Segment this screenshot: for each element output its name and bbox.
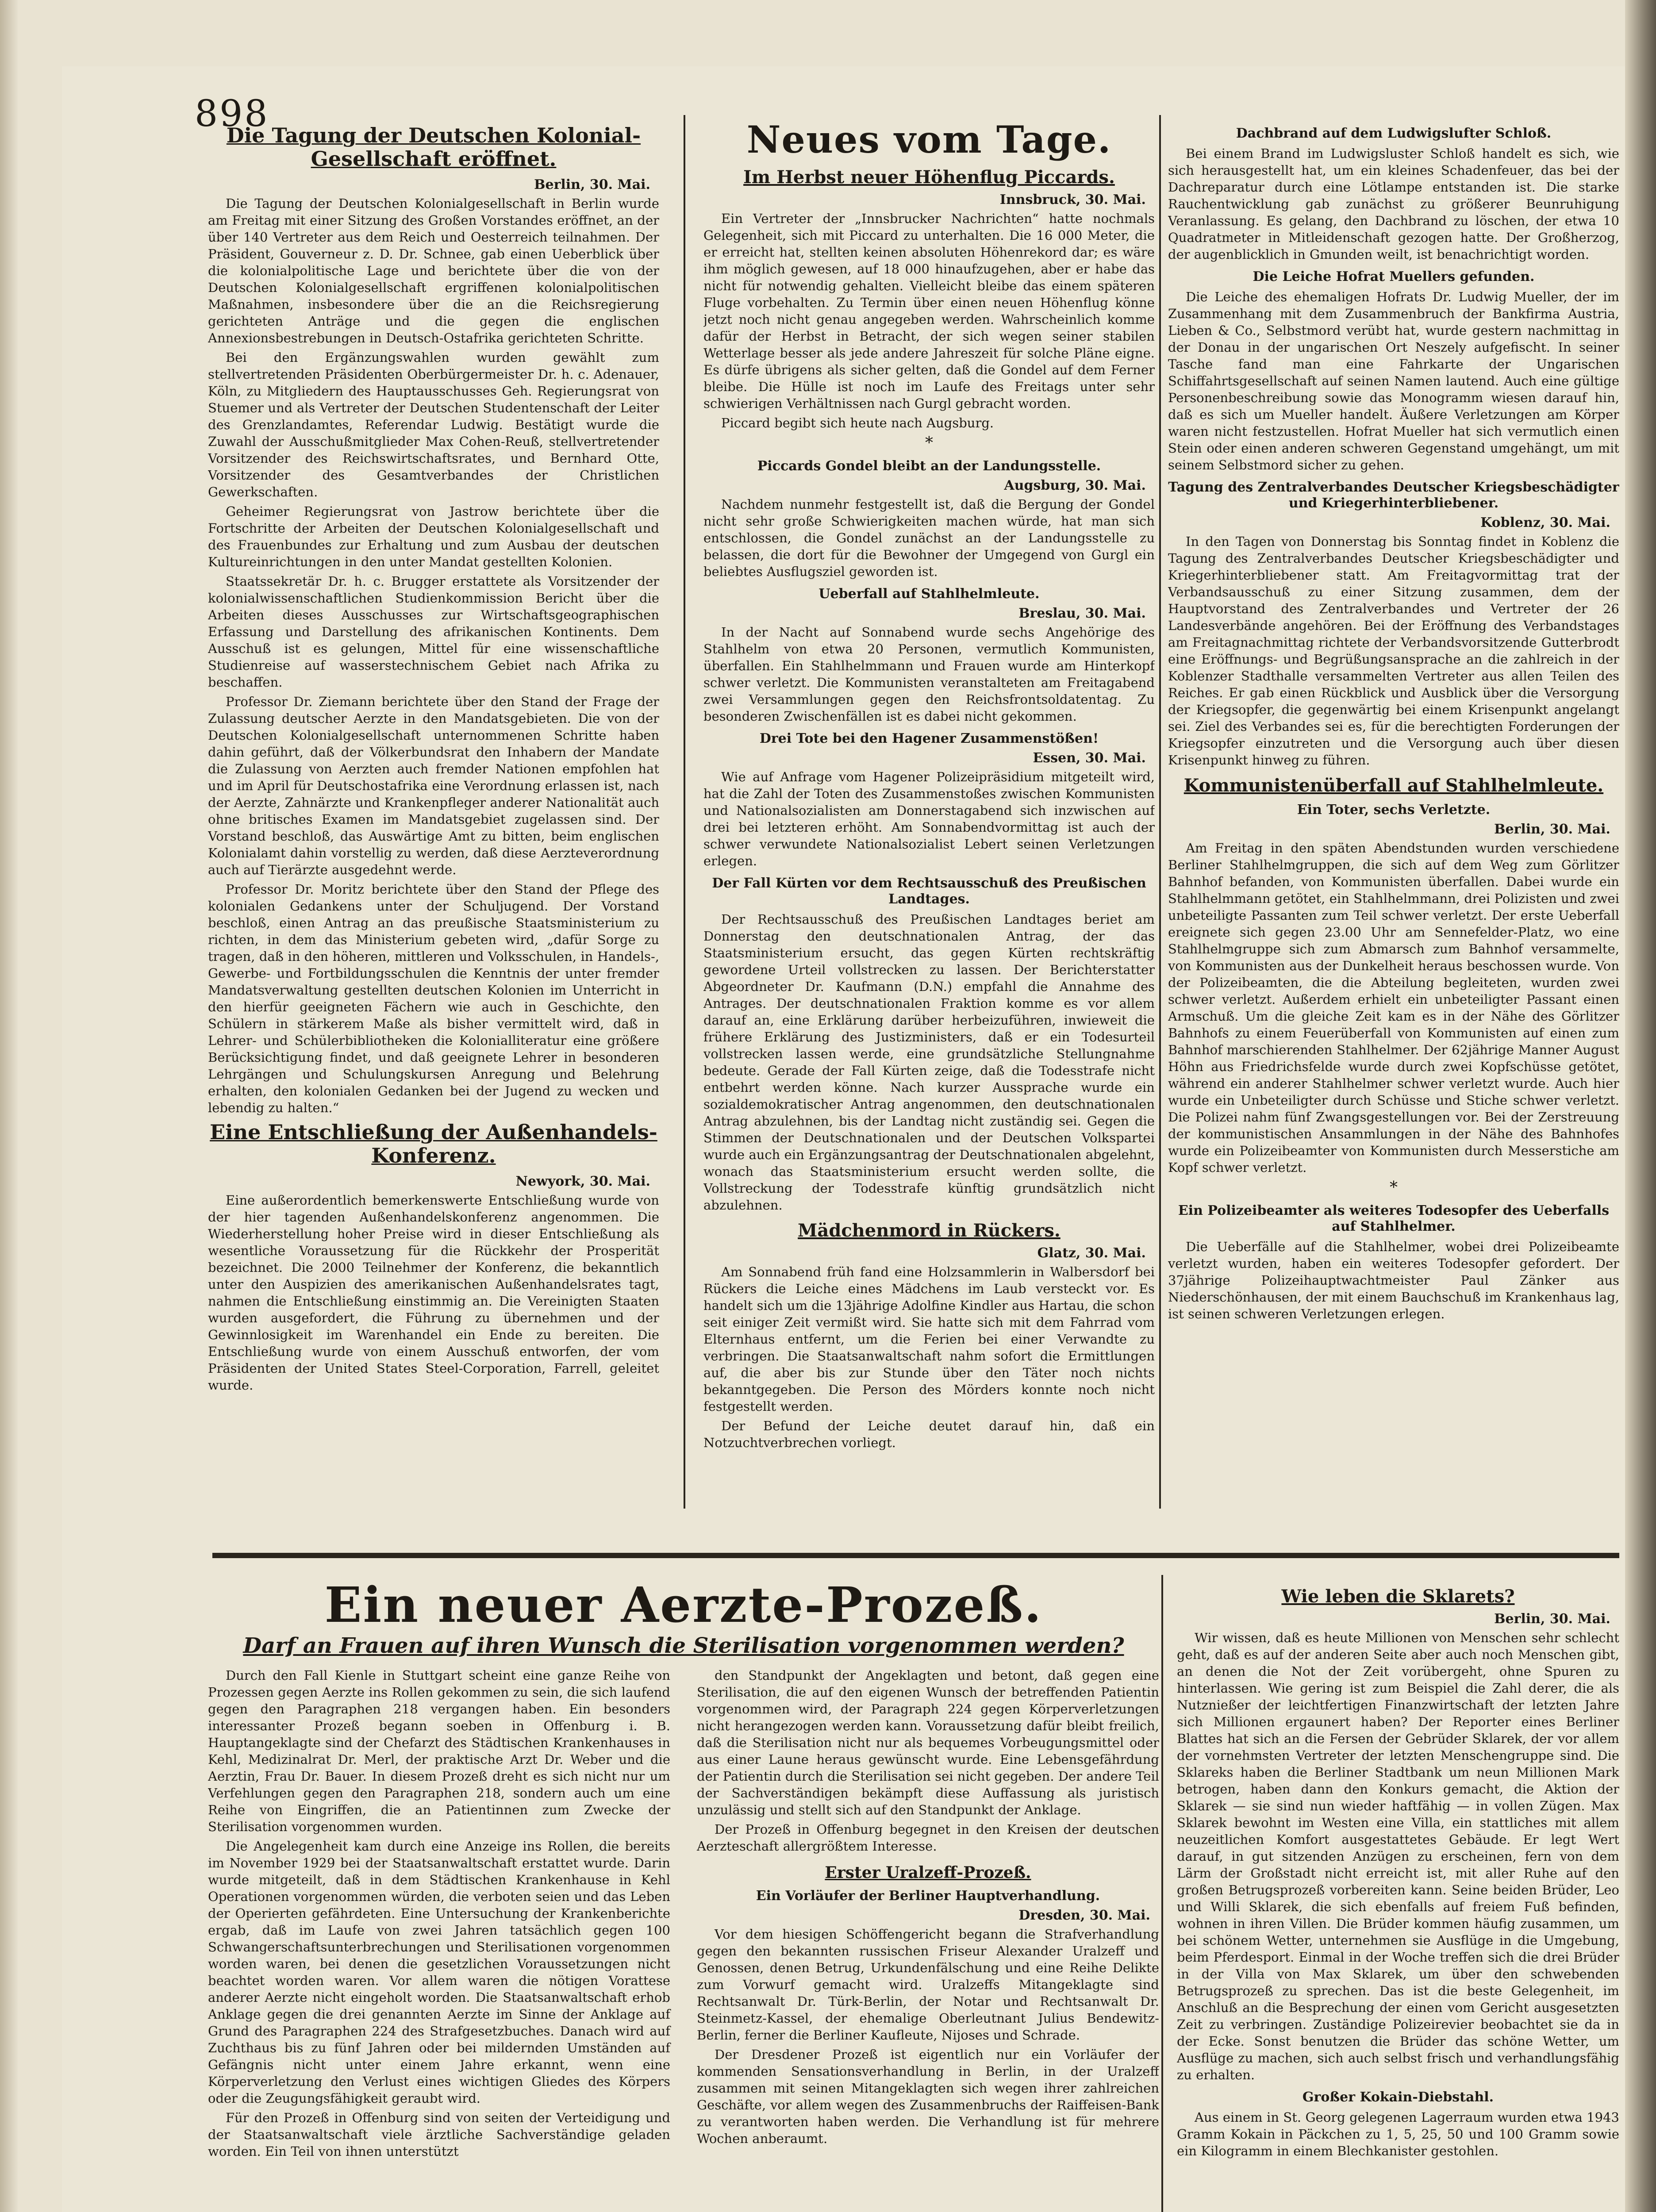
article-title-kolonialgesellschaft: Die Tagung der Deutschen Kolonial-Gesellschaft eröffnet. (226, 123, 641, 171)
dateline: Berlin, 30. Mai. (534, 177, 650, 192)
body-left (208, 1667, 670, 2162)
article-title-kokain: Großer Kokain-Diebstahl. (1302, 2089, 1494, 2105)
column-3 (1168, 119, 1619, 1509)
dateline: Newyork, 30. Mai. (515, 1173, 650, 1189)
column-rule-1 (684, 115, 685, 1509)
body-right (697, 1667, 1159, 2162)
paragraph: Ein Vertreter der „Innsbrucker Nachrichten“ hatte nochmals Gelegenheit, sich mit Piccard zu unterhalten. Die 16 000 Meter, die er erreicht hat, stellten keinen absoluten Höhenrekord dar; es wäre ihm möglich gewesen, auf 18 000 hinaufzugehen, aber er habe das nicht für notwendig gehalten. Vielleicht bleibe das einem späteren Fluge vorbehalten. Zu Termin über einen neuen Höhenflug könne jetzt noch nicht genau angegeben werden. Wahrscheinlich komme dafür der Herbst in Betracht, der sich wegen seiner stabilen Wetterlage besser als jede andere Jahreszeit für solche Pläne eigne. Es dürfe übrigens als sicher gelten, daß die Gondel auf dem Ferner bleibe. Die Hülle ist noch im Laufe des Freitags unter sehr schwierigen Verhältnissen nach Gurgl gebracht worden. (703, 211, 1155, 411)
article-title-polizeibeamter: Ein Polizeibeamter als weiteres Todesopfer des Ueberfalls auf Stahlhelmer. (1178, 1203, 1610, 1234)
subheadline-sterilisation: Darf an Frauen auf ihren Wunsch die Sterilisation vorgenommen werden? (243, 1633, 1124, 1658)
article-title-aussenhandel: Eine Entschließung der Außenhandels-Konferenz. (210, 1120, 657, 1167)
paragraph: Der Prozeß in Offenburg begegnet in den Kreisen der deutschen Aerzteschaft allergrößtem Interesse. (697, 1821, 1159, 1854)
paragraph: Für den Prozeß in Offenburg sind von seiten der Verteidigung und der Staatsanwaltschaft viele ärztliche Sachverständige geladen worden. Ein Teil von ihnen unterstützt (208, 2110, 670, 2159)
page-right-edge (1625, 0, 1656, 2212)
paragraph: Die Angelegenheit kam durch eine Anzeige ins Rollen, die bereits im November 1929 bei der Staatsanwaltschaft erstattet wurde. Darin wurde mitgeteilt, daß in dem Städtischen Krankenhause in Kehl Operationen vorgenommen würden, die verboten seien und das Leben der Operierten gefährdeten. Eine Untersuchung der Krankenberichte ergab, daß im Laufe von zwei Jahren tatsächlich gegen 100 Schwangerschaftsunterbrechungen und Sterilisationen vorgenommen worden waren, bei denen die gesetzlichen Voraussetzungen nicht beachtet worden waren. Vor allem waren die nötigen Vorattese anderer Aerzte nicht eingeholt worden. Die Staatsanwaltschaft erhob Anklage gegen die drei genannten Aerzte im Sinne der Anklage auf Grund des Paragraphen 224 des Strafgesetzbuches. Danach wird auf Zuchthaus bis zu fünf Jahren oder bei mildernden Umständen auf Gefängnis nicht unter einem Jahre erkannt, wenn eine Körperverletzung den Verlust eines wichtigen Gliedes des Körpers oder die Zeugungsfähigkeit geraubt wird. (208, 1838, 670, 2106)
paragraph: Die Leiche des ehemaligen Hofrats Dr. Ludwig Mueller, der im Zusammenhang mit dem Zusammenbruch der Bankfirma Austria, Lieben & Co., Selbstmord verübt hat, wurde gestern nachmittag in der Donau in der ungarischen Ort Neszely aufgefischt. In seiner Tasche fand man eine Fahrkarte der Ungarischen Schiffahrtsgesellschaft auf seinen Namen lautend. Auch eine gültige Personenbeschreibung sowie das Monogramm wiesen darauf hin, daß es sich um Mueller handelt. Äußere Verletzungen am Körper waren nicht festzustellen. Hofrat Mueller hat sich vermutlich einen Stein oder einen anderen schweren Gegenstand umgehängt, um mit seinem Selbstmord sicher zu gehen. (1168, 289, 1619, 472)
paragraph: den Standpunkt der Angeklagten und betont, daß gegen eine Sterilisation, die auf den eigenen Wunsch der betreffenden Patientin vorgenommen wird, der Paragraph 224 gegen Körperverletzungen nicht herangezogen werden kann. Voraussetzung dafür bleibt freilich, daß die Sterilisation nicht nur als bequemes Vorbeugungsmittel oder aus einer Laune heraus gewünscht wurde. Eine Lebensgefährdung der Patientin durch die Sterilisation sei nicht gegeben. Der andere Teil der Sachverständigen bekämpft diese Auffassung als juristisch unzulässig und stellt sich auf den Standpunkt der Anklage. (697, 1667, 1159, 1817)
bottom-section-aerzte (208, 1579, 1159, 2212)
article-title-kriegsbeschaedigte: Tagung des Zentralverbandes Deutscher Kriegsbeschädigter und Kriegerhinterbliebener. (1168, 480, 1619, 511)
article-title-piccard: Im Herbst neuer Höhenflug Piccards. (743, 167, 1115, 188)
paragraph: Am Freitag in den späten Abendstunden wurden verschiedene Berliner Stahlhelmgruppen, die sich auf dem Weg zum Görlitzer Bahnhof befanden, von Kommunisten überfallen. Dabei wurde ein Stahlhelmmann getötet, ein Stahlhelmmann, drei Polizisten und zwei unbeteiligte Passanten zum Teil schwer verletzt. Der erste Ueberfall ereignete sich gegen 23.00 Uhr am Sennefelder-Platz, wo eine Stahlhelmgruppe sich zum Abmarsch zum Bahnhof versammelte, von Kommunisten aus der Dunkelheit heraus beschossen wurde. Von der Polizeibeamten, die die Abteilung begleiteten, wurden zwei schwer verletzt. Außerdem erhielt ein unbeteiligter Passant einen Armschuß. Um die gleiche Zeit kam es in der Nähe des Görlitzer Bahnhofs zu einem Feuerüberfall von Kommunisten auf einen zum Bahnhof marschierenden Stahlhelmer. Der 62jährige Manner August Höhn aus Friedrichsfelde wurde durch zwei Kopfschüsse getötet, während ein anderer Stahlhelmer schwer verletzt wurde. Auch hier wurde ein Unbeteiligter durch Schüsse und Stiche schwer verletzt. Die Polizei nahm fünf Zwangsgestellungen vor. Bei der Zerstreuung der kommunistischen Ansammlungen in der Nähe des Bahnhofes wurde ein Polizeibeamter von Kommunisten durch Messerstiche am Kopf schwer verletzt. (1168, 841, 1619, 1175)
dateline: Berlin, 30. Mai. (1494, 822, 1610, 837)
paragraph: Wie auf Anfrage vom Hagener Polizeipräsidium mitgeteilt wird, hat die Zahl der Toten des Zusammenstoßes zwischen Kommunisten und Nationalsozialisten am Donnerstagabend sich inzwischen auf drei bei letzteren erhöht. Am Sonnabendvormittag ist auch der schwer verwundete Nationalsozialist Lebert seinen Verletzungen erlegen. (703, 769, 1155, 869)
article-title-sklarets: Wie leben die Sklarets? (1281, 1586, 1515, 1607)
separator-asterisk: * (925, 434, 933, 453)
dateline: Glatz, 30. Mai. (1037, 1245, 1146, 1261)
dateline: Koblenz, 30. Mai. (1480, 515, 1610, 530)
column-1 (208, 119, 659, 1509)
article-subtitle: Ein Toter, sechs Verletzte. (1297, 802, 1491, 818)
page-number: 898 (195, 93, 269, 135)
article-title-maedchenmord: Mädchenmord in Rückers. (798, 1220, 1060, 1241)
paragraph: Bei den Ergänzungswahlen wurden gewählt zum stellvertretenden Präsidenten Oberbürgermeister Dr. h. c. Adenauer, Köln, zu Mitgliedern des Hauptausschusses Geh. Regierungsrat von Stuemer und als Vertreter der Deutschen Studentenschaft der Leiter des Grenzlandamtes, Referendar Ludwig. Bestätigt wurde die Zuwahl der Ausschußmitglieder Max Cohen-Reuß, stellvertretender Vorsitzender des Reichswirtschaftsrates, und Bernhard Otte, Vorsitzender des Gesamtverbandes der Christlichen Gewerkschaften. (208, 349, 659, 499)
paragraph: Der Rechtsausschuß des Preußischen Landtages beriet am Donnerstag den deutschnationalen Antrag, der das Staatsministerium ersucht, das gegen Kürten rechtskräftig gewordene Urteil vollstrecken zu lassen. Der Berichterstatter Abgeordneter Dr. Kaufmann (D.N.) empfahl die Annahme des Antrages. Der deutschnationalen Fraktion komme es vor allem darauf an, eine Erklärung darüber herbeizuführen, inwieweit die frühere Erklärung des Justizministers, daß er ein Todesurteil vollstrecken lassen werde, eine grundsätzliche Stellungnahme bedeute. Gerade der Fall Kürten zeige, daß die Todesstrafe nicht entbehrt werden könne. Nach kurzer Aussprache wurde ein sozialdemokratischer Antrag angenommen, den deutschnationalen Antrag abzulehnen, bis der Landtag nicht zuständig sei. Gegen die Stimmen der Deutschnationalen und der Deutschen Volkspartei wurde auch ein Ergänzungsantrag der Deutschnationalen abgelehnt, wonach das Staatsministerium ersucht werden sollte, die Vollstreckung der Todesstrafe künftig grundsätzlich nicht abzulehnen. (703, 912, 1155, 1213)
section-divider (212, 1553, 1619, 1558)
page-left-edge (0, 0, 18, 2212)
paragraph: Der Befund der Leiche deutet darauf hin, daß ein Notzuchtverbrechen vorliegt. (703, 1418, 1155, 1451)
article-title-hagen: Drei Tote bei den Hagener Zusammenstößen! (759, 731, 1099, 747)
dateline: Dresden, 30. Mai. (1018, 1907, 1150, 1923)
paragraph: Nachdem nunmehr festgestellt ist, daß die Bergung der Gondel nicht sehr große Schwierigkeiten machen würde, hat man sich entschlossen, die Gondel zunächst an der Landungsstelle zu belassen, die dort für die Bewohner der Umgegend von Gurgl ein beliebtes Ausflugsziel geworden ist. (703, 497, 1155, 580)
paragraph: Wir wissen, daß es heute Millionen von Menschen sehr schlecht geht, daß es auf der anderen Seite aber auch noch Menschen gibt, an denen die Not der Zeit vorübergeht, ohne Spuren zu hinterlassen. Wie gering ist zum Beispiel die Zahl derer, die als Nutznießer der leichtfertigen Finanzwirtschaft der letzten Jahre sich Millionen ergaunert haben? Der Reporter eines Berliner Blattes hat sich an die Fersen der Gebrüder Sklarek, der vor allem der vornehmsten Vertreter der letzten Menschengruppe sind. Die Sklareks haben die Berliner Stadtbank um neun Millionen Mark betrogen, haben dann den Konkurs gemacht, die Aktion der Sklarek — sie sind nun wieder haftfähig — in vollen Zügen. Max Sklarek bewohnt im Westen eine Villa, ein stattliches mit allem neuzeitlichen Komfort ausgestattetes Gebäude. Er legt Wert darauf, in gut sitzenden Anzügen zu erscheinen, fern von dem Lärm der Großstadt nicht erreicht ist, mit aller Ruhe auf den großen Betrugsprozeß vorbereiten kann. Seine beiden Brüder, Leo und Willi Sklarek, die sich ebenfalls auf freiem Fuß befinden, wohnen in ihren Villen. Die Brüder kommen häufig zusammen, um bei schönem Wetter, unternehmen sie Ausflüge in die Umgebung, beim Pferdesport. Einmal in der Woche treffen sich die drei Brüder in der Villa von Max Sklarek, um über den schwebenden Betrugsprozeß zu sprechen. Das ist die beste Gelegenheit, im Anschluß an die Besprechung der einen vom Gericht ausgesetzten Zeit zu verbringen. Zuständige Polizeirevier beobachtet sie da in der Ecke. Sonst benutzen die Brüder das schöne Wetter, um Ausflüge zu machen, sich auch selbst frisch und verhandlungsfähig zu erhalten. (1177, 1630, 1619, 2082)
article-title-ueberfall: Ueberfall auf Stahlhelmleute. (818, 586, 1040, 602)
column-rule-3 (1161, 1575, 1163, 2212)
paragraph: Durch den Fall Kienle in Stuttgart scheint eine ganze Reihe von Prozessen gegen Aerzte ins Rollen gekommen zu sein, die sich laufend gegen den Paragraphen 218 vergangen haben. Ein besonders interessanter Prozeß begann soeben in Offenburg i. B. Hauptangeklagte sind der Chefarzt des Städtischen Krankenhauses in Kehl, Medizinalrat Dr. Merl, der praktische Arzt Dr. Weber und die Aerztin, Frau Dr. Bauer. In diesem Prozeß dreht es sich nicht nur um Verfehlungen gegen den Paragraphen 218, sondern auch um eine Reihe von Eingriffen, die an Patientinnen zum Zwecke der Sterilisation vorgenommen wurden. (208, 1667, 670, 1834)
article-title-hofrat-mueller: Die Leiche Hofrat Muellers gefunden. (1253, 269, 1535, 284)
article-title-dachbrand: Dachbrand auf dem Ludwigslufter Schloß. (1236, 126, 1552, 141)
paragraph: Piccard begibt sich heute nach Augsburg. (721, 415, 994, 431)
article-title-uralzeff: Erster Uralzeff-Prozeß. (825, 1863, 1031, 1882)
bottom-section-sklarets (1177, 1579, 1619, 2212)
article-subtitle: Ein Vorläufer der Berliner Hauptverhandlung. (756, 1888, 1100, 1904)
column-rule-2 (1159, 115, 1161, 1509)
paragraph: In den Tagen von Donnerstag bis Sonntag findet in Koblenz die Tagung des Zentralverbandes Deutscher Kriegsbeschädigter und Kriegerhinterbliebener statt. Am Freitagvormittag trat der Verbandsausschuß zu einer Sitzung zusammen, dem der Hauptvorstand des Zentralverbandes und Vertreter der 26 Landesverbände angehören. Bei der Eröffnung des Verbandstages am Freitagnachmittag richtete der Verbandsvorsitzende Gutterbrodt eine Eröffnungs- und Begrüßungsansprache an die zahlreich in der Koblenzer Stadthalle versammelten Vertreter aus allen Teilen des Reiches. Er gab einen Rückblick und Ausblick über die Versorgung der Kriegsopfer, die gegenwärtig bei einem Krisenpunkt angelangt sei. Ziel des Verbandes sei es, für die berechtigten Forderungen der Kriegsopfer einzutreten und die Versorgung auch über diesen Krisenpunkt hinweg zu führen. (1168, 534, 1619, 768)
dateline: Berlin, 30. Mai. (1494, 1611, 1610, 1627)
paragraph: Geheimer Regierungsrat von Jastrow berichtete über die Fortschritte der Arbeiten der Deutschen Kolonialgesellschaft und des Frauenbundes zur Erhaltung und zum Ausbau der deutschen Kultureinrichtungen in den unter Mandat gestellten Kolonien. (208, 503, 659, 569)
article-title-gondel: Piccards Gondel bleibt an der Landungsstelle. (757, 458, 1101, 474)
article-title-kommunistenueberfall: Kommunistenüberfall auf Stahlhelmleute. (1183, 775, 1604, 796)
paragraph: Professor Dr. Moritz berichtete über den Stand der Pflege des kolonialen Gedankens unter der Schuljugend. Der Vorstand beschloß, einen Antrag an das preußische Staatsministerium zu richten, in dem das Ministerium gebeten wird, „dafür Sorge zu tragen, daß in den höheren, mittleren und Volksschulen, in Handels-, Gewerbe- und Fortbildungsschulen die Kenntnis der unter fremder Mandatsverwaltung gestellten deutschen Kolonien im Unterricht in den hierfür geeigneten Fächern wie auch in Geschichte, den Schülern in stärkerem Maße als bisher vermittelt wird, daß in Lehrer- und Schülerbibliotheken die Kolonialliteratur eine größere Berücksichtigung findet, und daß geeignete Lehrer in besonderen Lehrgängen und Schulungskursen Anregung und Belehrung erhalten, den kolonialen Gedanken bei der Jugend zu wecken und lebendig zu halten.“ (208, 881, 659, 1115)
dateline: Breslau, 30. Mai. (1018, 606, 1146, 622)
paragraph: Vor dem hiesigen Schöffengericht begann die Strafverhandlung gegen den bekannten russischen Friseur Alexander Uralzeff und Genossen, denen Betrug, Urkundenfälschung und eine Reihe Delikte zum Vorwurf gemacht wird. Uralzeffs Mitangeklagte sind Rechtsanwalt Dr. Türk-Berlin, der Notar und Rechtsanwalt Dr. Steinmetz-Kassel, der ehemalige Oberleutnant Julius Bendewitz-Berlin, ferner die Berliner Kaufleute, Nijoses und Schrade. (697, 1926, 1159, 2043)
paragraph: Die Tagung der Deutschen Kolonialgesellschaft in Berlin wurde am Freitag mit einer Sitzung des Großen Vorstandes eröffnet, an der über 140 Vertreter aus dem Reich und Oesterreich teilnahmen. Der Präsident, Gouverneur z. D. Dr. Schnee, gab einen Ueberblick über die kolonialpolitische Lage und berichtete über die von der Deutschen Kolonialgesellschaft ergriffenen kolonialpolitischen Maßnahmen, insbesondere über die an die Reichsregierung gerichteten Anträge und die gegen die englischen Annexionsbestrebungen in Deutsch-Ostafrika gerichteten Schritte. (208, 196, 659, 346)
headline-aerzte-prozess: Ein neuer Aerzte-Prozeß. (324, 1579, 1043, 1633)
separator-asterisk: * (1390, 1179, 1398, 1197)
two-column-body (208, 1667, 1159, 2162)
paragraph: Staatssekretär Dr. h. c. Brugger erstattete als Vorsitzender der kolonialwissenschaftlichen Studienkommission Bericht über die Arbeiten dieses Ausschusses zur Wirtschaftsgeographischen Erfassung und Darstellung des afrikanischen Kontinents. Dem Ausschuß ist es gelungen, Mittel für eine wissenschaftliche Studienreise auf wasserstechnischem Gebiet nach Afrika zu beschaffen. (208, 573, 659, 690)
paragraph: Aus einem in St. Georg gelegenen Lagerraum wurden etwa 1943 Gramm Kokain in Päckchen zu 1, 5, 25, 50 und 100 Gramm sowie ein Kilogramm in einem Blechkanister gestohlen. (1177, 2110, 1619, 2158)
paragraph: Die Ueberfälle auf die Stahlhelmer, wobei drei Polizeibeamte verletzt wurden, haben ein weiteres Todesopfer gefordert. Der 37jährige Polizeihauptwachtmeister Paul Zänker aus Niederschönhausen, der mit einem Bauchschuß im Krankenhaus lag, ist seinen schweren Verletzungen erlegen. (1168, 1239, 1619, 1321)
article-title-kuerten: Der Fall Kürten vor dem Rechtsausschuß des Preußischen Landtages. (712, 876, 1146, 907)
column-2 (703, 119, 1155, 1509)
paragraph: Am Sonnabend früh fand eine Holzsammlerin in Walbersdorf bei Rückers die Leiche eines Mädchens im Laub versteckt vor. Es handelt sich um die 13jährige Adolfine Kindler aus Hartau, die schon seit einiger Zeit vermißt wird. Sie hatte sich mit dem Fahrrad vom Elternhaus entfernt, um die Ferien bei einer Verwandte zu verbringen. Die Staatsanwaltschaft nahm sofort die Ermittlungen auf, die aber bis zur Stunde über den Täter noch nichts bekanntgegeben. Die Person des Mörders konnte noch nicht festgestellt werden. (703, 1264, 1155, 1414)
paragraph: In der Nacht auf Sonnabend wurde sechs Angehörige des Stahlhelm von etwa 20 Personen, vermutlich Kommunisten, überfallen. Ein Stahlhelmmann und Frauen wurde am Hinterkopf schwer verletzt. Die Kommunisten veranstalteten am Freitagabend zwei Versammlungen gegen den Reichsfrontsoldatentag. Zu besonderen Zwischenfällen ist es dabei nicht gekommen. (703, 625, 1155, 724)
paragraph: Bei einem Brand im Ludwigsluster Schloß handelt es sich, wie sich herausgestellt hat, um ein kleines Schadenfeuer, das bei der Dachreparatur durch eine Lötlampe entstanden ist. Die starke Rauchentwicklung gab zunächst zu größerer Beunruhigung Veranlassung. Es gelang, den Dachbrand zu löschen, der etwa 10 Quadratmeter in Mitleidenschaft gezogen hatte. Der Großherzog, der augenblicklich in Gmunden weilt, ist benachrichtigt worden. (1168, 146, 1619, 262)
dateline: Augsburg, 30. Mai. (1004, 478, 1146, 494)
paragraph: Professor Dr. Ziemann berichtete über den Stand der Frage der Zulassung deutscher Aerzte in den Mandatsgebieten. Die von der Deutschen Kolonialgesellschaft unternommenen Schritte haben dahin geführt, daß der Völkerbundsrat den Inhabern der Mandate die Zulassung von Aerzten auch fremder Nationen empfohlen hat und im April für Deutschostafrika eine Verordnung erlassen ist, nach der Aerzte, Zahnärzte und Krankenpfleger anderer Nationalität auch ohne britisches Examen im Mandatsgebiet zugelassen sind. Der Vorstand beschloß, das Auswärtige Amt zu bitten, beim englischen Kolonialamt dahin vorstellig zu werden, daß diese Aerzteverordnung auch auf Tierärzte ausgedehnt werde. (208, 694, 659, 877)
paragraph: Der Dresdener Prozeß ist eigentlich nur ein Vorläufer der kommenden Sensationsverhandlung in Berlin, in der Uralzeff zusammen mit seinen Mitangeklagten sich wegen ihrer zahlreichen Geschäfte, vor allem wegen des Zusammenbruchs der Raiffeisen-Bank zu verantworten haben werden. Die Verhandlung ist für mehrere Wochen anberaumt. (697, 2047, 1159, 2146)
dateline: Innsbruck, 30. Mai. (999, 192, 1146, 208)
dateline: Essen, 30. Mai. (1033, 750, 1146, 766)
masthead-neues-vom-tage: Neues vom Tage. (746, 119, 1112, 161)
paragraph: Eine außerordentlich bemerkenswerte Entschließung wurde von der hier tagenden Außenhandelskonferenz angenommen. Die Wiederherstellung hoher Preise wird in dieser Entschließung als wesentliche Voraussetzung für die Rückkehr der Prosperität bezeichnet. Die 2000 Teilnehmer der Konferenz, die bekanntlich unter den Auspizien des amerikanischen Außenhandelsrates tagt, nahmen die Entschließung einstimmig an. Die Vereinigten Staaten wurden ausgefordert, die Führung zu übernehmen und der Gewinnlosigkeit im Warenhandel ein Ende zu bereiten. Die Entschließung wurde von einem Ausschuß entworfen, der vom Präsidenten der United States Steel-Corporation, Farrell, geleitet wurde. (208, 1192, 659, 1393)
